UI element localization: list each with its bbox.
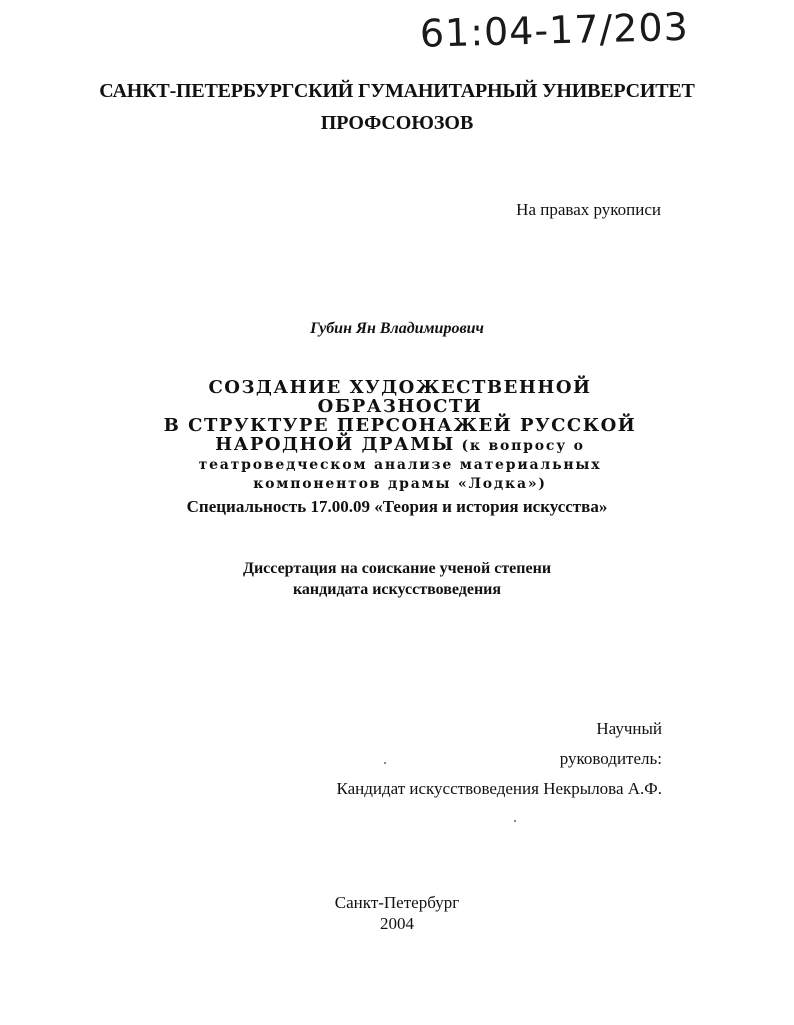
supervisor-line-3: Кандидат искусствоведения Некрылова А.Ф. — [336, 779, 662, 798]
handwritten-archive-number: 61:04-17/203 — [419, 4, 690, 56]
supervisor-line-1: Научный — [596, 719, 662, 738]
place-and-year — [0, 892, 794, 934]
scan-speck — [514, 820, 516, 822]
supervisor-line-2: руководитель: — [559, 749, 662, 768]
dissertation-title — [140, 378, 660, 494]
title-line-5: компонентов драмы «Лодка») — [253, 476, 547, 492]
title-line-2: В СТРУКТУРЕ ПЕРСОНАЖЕЙ РУССКОЙ — [163, 415, 637, 436]
university-name-line2: ПРОФСОЮЗОВ — [320, 112, 474, 134]
title-line-3-sub: (к вопросу о — [454, 438, 585, 454]
year: 2004 — [380, 914, 414, 933]
title-line-3-main: НАРОДНОЙ ДРАМЫ — [215, 434, 455, 455]
degree-line-2: кандидата искусствоведения — [292, 581, 502, 598]
rights-note: На правах рукописи — [516, 200, 661, 219]
title-line-1: СОЗДАНИЕ ХУДОЖЕСТВЕННОЙ ОБРАЗНОСТИ — [208, 377, 592, 417]
specialty: Специальность 17.00.09 «Теория и история искусства» — [186, 497, 608, 516]
supervisor-block — [300, 714, 662, 804]
scan-speck — [384, 762, 386, 764]
degree-statement — [0, 558, 794, 600]
city: Санкт-Петербург — [334, 893, 460, 912]
title-line-3 — [140, 435, 660, 456]
university-name: САНКТ-ПЕТЕРБУРГСКИЙ ГУМАНИТАРНЫЙ УНИВЕРСИТЕТ — [99, 80, 695, 102]
title-line-4: театроведческом анализе материальных — [198, 457, 602, 473]
degree-line-1: Диссертация на соискание ученой степени — [242, 560, 552, 577]
author-name: Губин Ян Владимирович — [310, 320, 484, 337]
